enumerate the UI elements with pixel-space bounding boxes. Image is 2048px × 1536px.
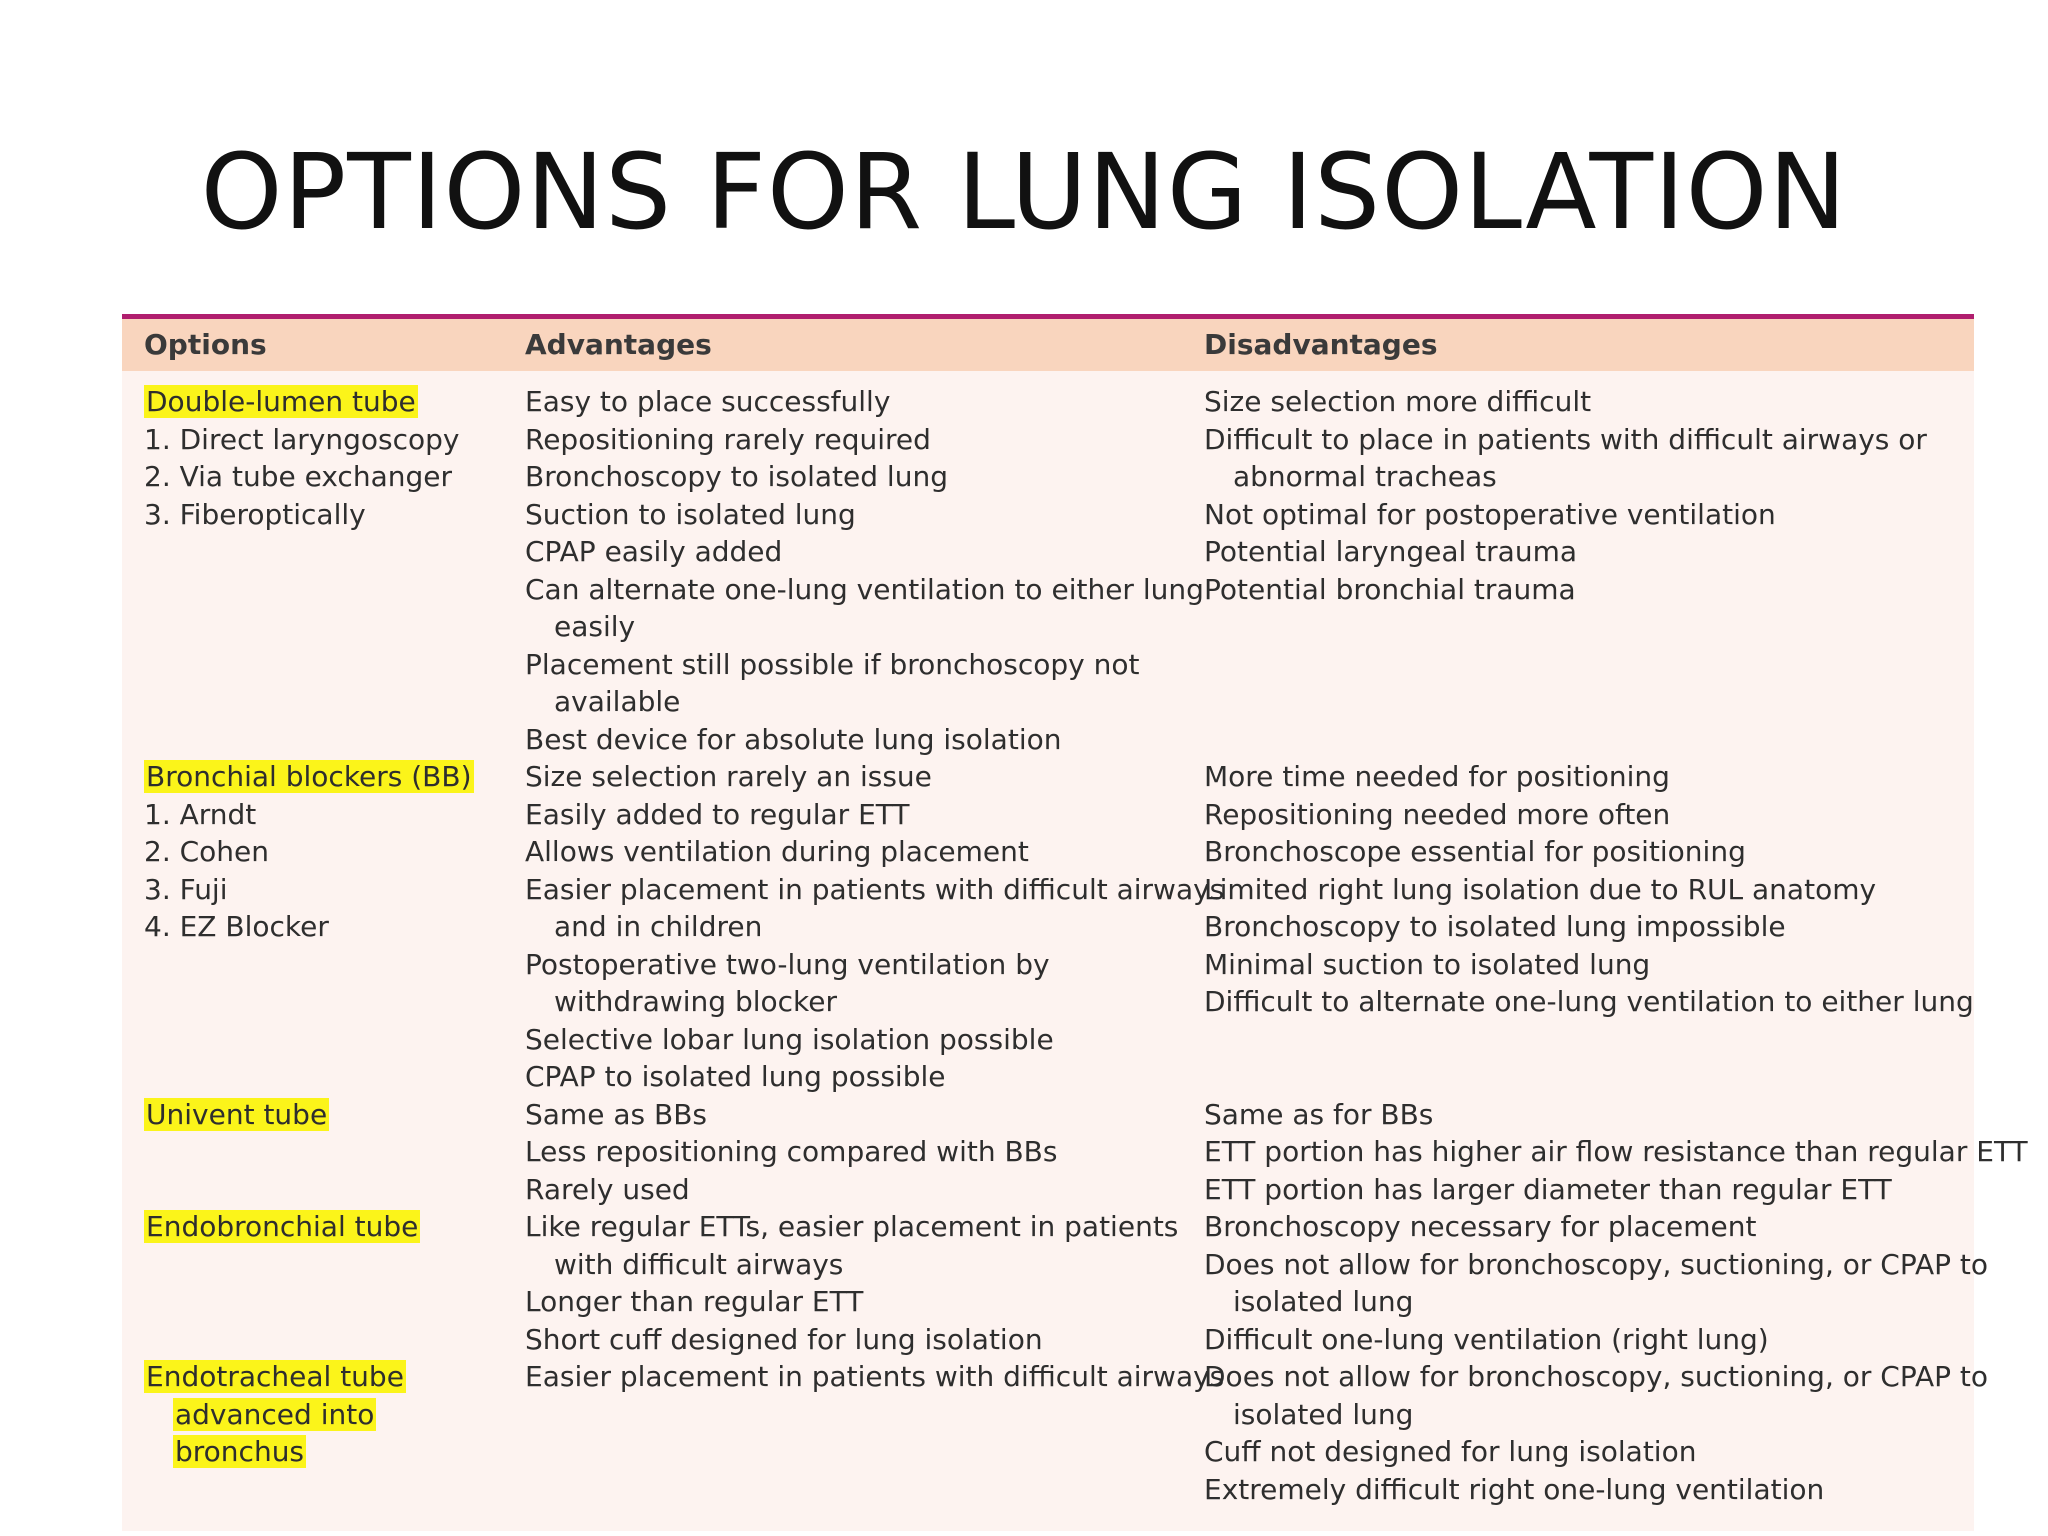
option-line: 1. Arndt	[144, 797, 257, 831]
advantage-line: with difficult airways	[554, 1247, 844, 1281]
option-line: 1. Direct laryngoscopy	[144, 422, 460, 456]
advantage-line: Selective lobar lung isolation possible	[525, 1022, 1054, 1056]
option-line: 2. Via tube exchanger	[144, 460, 452, 493]
advantage-line: Less repositioning compared with BBs	[525, 1135, 1058, 1168]
advantage-line: CPAP easily added	[525, 535, 783, 568]
advantage-line: Longer than regular ETT	[525, 1285, 864, 1318]
advantage-line: Same as BBs	[525, 1097, 707, 1131]
disadvantage-line: Does not allow for bronchoscopy, suctioning, or CPAP to	[1204, 1247, 1988, 1281]
option-line: bronchus	[175, 1435, 305, 1468]
disadvantage-line: ETT portion has higher air flow resistance than regular ETT	[1204, 1135, 2028, 1168]
header-disadvantages: Disadvantages	[1204, 328, 1438, 361]
disadvantage-line: Potential laryngeal trauma	[1204, 535, 1577, 568]
option-line: Univent tube	[146, 1097, 328, 1131]
advantage-line: CPAP to isolated lung possible	[525, 1060, 946, 1093]
disadvantage-line: isolated lung	[1233, 1285, 1414, 1318]
disadvantage-line: Potential bronchial trauma	[1204, 572, 1576, 606]
advantage-line: Like regular ETTs, easier placement in patients	[525, 1210, 1179, 1243]
advantage-line: Rarely used	[525, 1172, 690, 1206]
disadvantage-line: Difficult to place in patients with difficult airways or	[1204, 422, 1927, 456]
disadvantage-line: Same as for BBs	[1204, 1097, 1434, 1131]
disadvantage-line: Not optimal for postoperative ventilation	[1204, 497, 1776, 531]
option-line: Endobronchial tube	[146, 1210, 419, 1243]
disadvantage-line: More time needed for positioning	[1204, 760, 1670, 793]
disadvantage-line: Difficult to alternate one-lung ventilation to either lung	[1204, 985, 1974, 1018]
option-line: 4. EZ Blocker	[144, 910, 329, 943]
option-line: 3. Fuji	[144, 872, 228, 906]
header-advantages: Advantages	[525, 328, 712, 361]
disadvantage-line: Limited right lung isolation due to RUL anatomy	[1204, 872, 1877, 906]
advantage-line: Easy to place successfully	[525, 385, 891, 418]
advantage-line: available	[554, 685, 681, 718]
advantage-line: withdrawing blocker	[554, 985, 837, 1018]
advantage-line: Bronchoscopy to isolated lung	[525, 460, 948, 493]
advantage-line: and in children	[554, 910, 763, 943]
advantage-line: Easier placement in patients with difficult airways	[525, 1360, 1225, 1393]
advantage-line: easily	[554, 610, 636, 643]
advantage-line: Suction to isolated lung	[525, 497, 856, 531]
option-line: Double-lumen tube	[146, 385, 416, 418]
lung-isolation-table	[122, 314, 2028, 1531]
disadvantage-line: Does not allow for bronchoscopy, suctioning, or CPAP to	[1204, 1360, 1988, 1393]
disadvantage-line: Bronchoscopy to isolated lung impossible	[1204, 910, 1786, 943]
option-line: advanced into	[175, 1397, 375, 1431]
disadvantage-line: Bronchoscope essential for positioning	[1204, 835, 1746, 868]
disadvantage-line: Size selection more difficult	[1204, 385, 1592, 418]
advantage-line: Easier placement in patients with difficult airways	[525, 872, 1225, 906]
disadvantage-line: Extremely difficult right one-lung ventilation	[1204, 1472, 1825, 1506]
disadvantage-line: Difficult one-lung ventilation (right lung)	[1204, 1322, 1769, 1356]
option-line: Bronchial blockers (BB)	[146, 760, 472, 793]
advantage-line: Easily added to regular ETT	[525, 797, 910, 831]
disadvantage-line: isolated lung	[1233, 1397, 1414, 1431]
advantage-line: Size selection rarely an issue	[525, 760, 932, 793]
advantage-line: Best device for absolute lung isolation	[525, 722, 1062, 756]
advantage-line: Placement still possible if bronchoscopy not	[525, 647, 1140, 681]
option-line: 3. Fiberoptically	[144, 497, 366, 531]
header-options: Options	[144, 328, 267, 361]
slide-title: OPTIONS FOR LUNG ISOLATION	[200, 131, 1848, 253]
disadvantage-line: Minimal suction to isolated lung	[1204, 947, 1651, 981]
advantage-line: Allows ventilation during placement	[525, 835, 1029, 868]
advantage-line: Short cuff designed for lung isolation	[525, 1322, 1043, 1356]
disadvantage-line: Cuff not designed for lung isolation	[1204, 1435, 1697, 1468]
disadvantage-line: Bronchoscopy necessary for placement	[1204, 1210, 1757, 1243]
table-header-row	[122, 319, 1974, 371]
disadvantage-line: abnormal tracheas	[1233, 460, 1497, 493]
disadvantage-line: ETT portion has larger diameter than regular ETT	[1204, 1172, 1892, 1206]
option-line: Endotracheal tube	[146, 1360, 404, 1393]
advantage-line: Can alternate one-lung ventilation to either lung	[525, 572, 1204, 606]
advantage-line: Postoperative two-lung ventilation by	[525, 947, 1050, 981]
option-line: 2. Cohen	[144, 835, 270, 868]
disadvantage-line: Repositioning needed more often	[1204, 797, 1671, 831]
advantage-line: Repositioning rarely required	[525, 422, 931, 456]
